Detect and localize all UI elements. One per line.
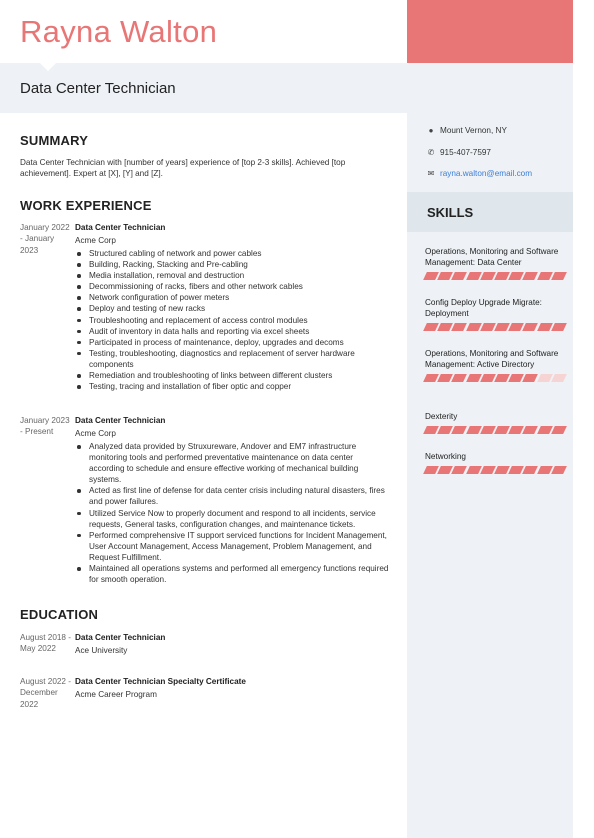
education-degree: Data Center Technician Specialty Certificate bbox=[75, 677, 246, 686]
education-date: August 2022 - December 2022 bbox=[20, 677, 71, 709]
skill-segment-empty bbox=[551, 374, 567, 382]
title-notch bbox=[40, 63, 56, 71]
skill-item bbox=[425, 297, 565, 331]
job-date: January 2022 - January 2023 bbox=[20, 223, 70, 255]
job-bullet: Acted as first line of defense for data center crisis including natural disasters, fires and power failures. bbox=[89, 485, 389, 507]
skill-label: Config Deploy Upgrade Migrate: Deployment bbox=[425, 298, 542, 319]
skill-label: Operations, Monitoring and Software Management: Active Directory bbox=[425, 349, 559, 370]
experience-heading: WORK EXPERIENCE bbox=[20, 198, 152, 213]
contact-phone bbox=[425, 148, 491, 157]
job-bullet: Testing, troubleshooting, diagnostics and replacement of server hardware components bbox=[89, 348, 389, 370]
job-entry bbox=[20, 415, 400, 590]
education-entry bbox=[20, 632, 400, 662]
summary-text: Data Center Technician with [number of years] experience of [top 2-3 skills]. Achieved [top achievement]. Expert at [X], [Y] and [Z]. bbox=[20, 158, 346, 179]
job-bullet: Structured cabling of network and power cables bbox=[89, 248, 389, 259]
job-role: Data Center Technician bbox=[75, 416, 166, 425]
skill-segment-filled bbox=[523, 466, 539, 474]
job-bullet: Decommissioning of racks, fibers and other network cables bbox=[89, 281, 389, 292]
skill-item bbox=[425, 348, 565, 382]
job-company: Acme Corp bbox=[75, 236, 116, 245]
education-degree: Data Center Technician bbox=[75, 633, 166, 642]
job-bullet: Troubleshooting and replacement of access control modules bbox=[89, 315, 389, 326]
skill-segment-filled bbox=[551, 466, 567, 474]
skill-segment-filled bbox=[452, 466, 468, 474]
job-bullet: Utilized Service Now to properly document and respond to all incidents, service requests, General tasks, configuration changes, and maintenance tickets. bbox=[89, 508, 389, 530]
job-role: Data Center Technician bbox=[75, 223, 166, 232]
job-bullet: Audit of inventory in data halls and reporting via excel sheets bbox=[89, 326, 389, 337]
skill-rating-bar bbox=[425, 466, 565, 474]
phone-text: 915-407-7597 bbox=[440, 148, 491, 157]
skill-item bbox=[425, 411, 565, 434]
skill-segment-filled bbox=[551, 272, 567, 280]
job-bullets bbox=[89, 248, 389, 392]
job-bullet: Maintained all operations systems and performed all emergency functions required for smooth operation. bbox=[89, 564, 389, 585]
education-school: Ace University bbox=[75, 646, 128, 655]
skill-item bbox=[425, 451, 565, 474]
skill-rating-bar bbox=[425, 272, 565, 280]
job-bullet: Media installation, removal and destruction bbox=[89, 270, 389, 281]
education-heading: EDUCATION bbox=[20, 607, 99, 622]
skill-segment-filled bbox=[551, 426, 567, 434]
contact-location bbox=[425, 126, 507, 135]
job-entry bbox=[20, 222, 400, 402]
skill-label: Networking bbox=[425, 452, 466, 461]
job-bullet: Analyzed data provided by Struxureware, Andover and EM7 infrastructure monitoring tools and performed preventative maintenance on data center according to schedule and ensure effective working of mechanical building systems. bbox=[89, 441, 389, 485]
skill-segment-filled bbox=[551, 323, 567, 331]
job-title: Data Center Technician bbox=[20, 80, 176, 97]
summary-heading: SUMMARY bbox=[20, 133, 89, 148]
skill-label: Dexterity bbox=[425, 412, 458, 421]
skill-rating-bar bbox=[425, 323, 565, 331]
job-bullet: Deploy and testing of new racks bbox=[89, 303, 389, 314]
education-date: August 2018 - May 2022 bbox=[20, 633, 71, 654]
job-bullet: Remediation and troubleshooting of links between different clusters bbox=[89, 370, 389, 381]
education-school: Acme Career Program bbox=[75, 690, 157, 699]
mail-icon: ✉ bbox=[427, 169, 435, 178]
contact-email[interactable] bbox=[425, 169, 532, 178]
location-text: Mount Vernon, NY bbox=[440, 126, 507, 135]
candidate-name: Rayna Walton bbox=[20, 14, 218, 49]
job-bullets bbox=[89, 441, 389, 585]
sidebar-accent-block bbox=[407, 0, 573, 63]
phone-icon: ✆ bbox=[427, 148, 435, 157]
skill-rating-bar bbox=[425, 426, 565, 434]
skill-segment-filled bbox=[452, 426, 468, 434]
skill-rating-bar bbox=[425, 374, 565, 382]
job-bullet: Performed comprehensive IT support serviced functions for Incident Management, User Account Management, Access Management, Problem Management, and Request Fulfillment. bbox=[89, 530, 389, 563]
skills-heading: SKILLS bbox=[427, 205, 474, 220]
education-entry bbox=[20, 676, 400, 709]
job-bullet: Participated in process of maintenance, deploy, upgrades and decoms bbox=[89, 337, 389, 348]
job-company: Acme Corp bbox=[75, 429, 116, 438]
job-date: January 2023 - Present bbox=[20, 416, 70, 437]
job-bullet: Building, Racking, Stacking and Pre-cabling bbox=[89, 259, 389, 270]
skill-label: Operations, Monitoring and Software Management: Data Center bbox=[425, 247, 559, 268]
job-bullet: Network configuration of power meters bbox=[89, 292, 389, 303]
email-link[interactable]: rayna.walton@email.com bbox=[440, 169, 533, 178]
skill-item bbox=[425, 246, 565, 280]
skill-segment-filled bbox=[523, 426, 539, 434]
job-bullet: Testing, tracing and installation of fiber optic and copper bbox=[89, 381, 389, 392]
map-pin-icon: ● bbox=[428, 126, 434, 135]
